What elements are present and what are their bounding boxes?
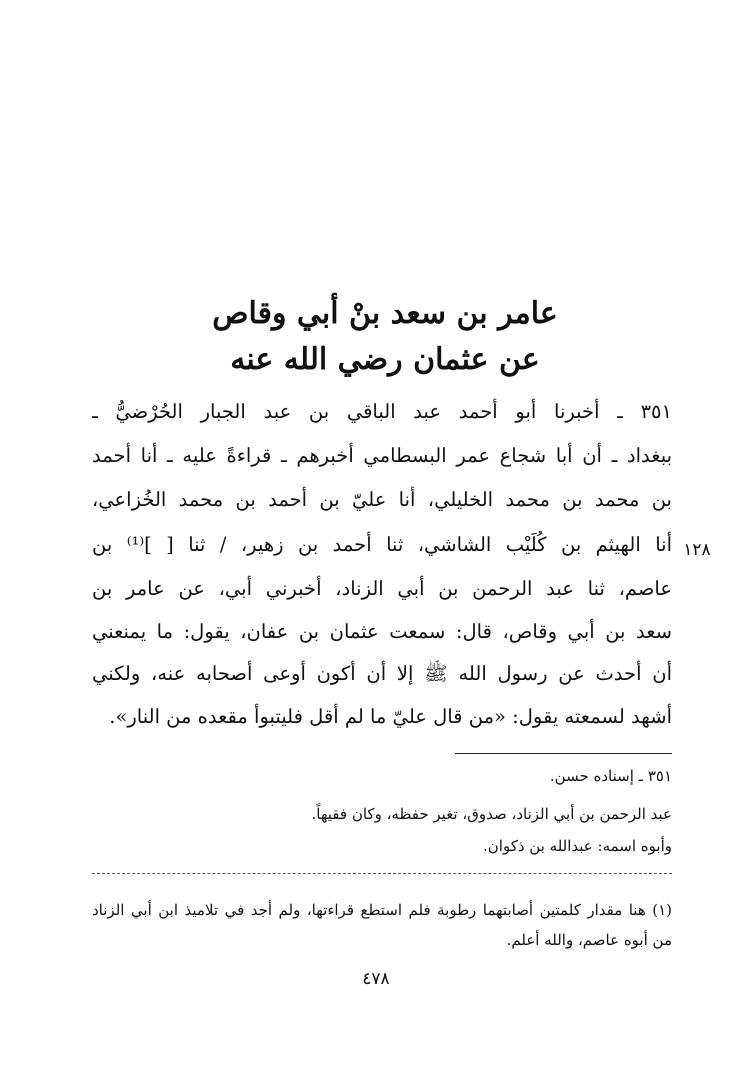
hadith-text-line: عاصم، ثنا عبد الرحمن بن أبي الزناد، أخبرني أبي، عن عامر بن: [92, 577, 672, 600]
hadith-text-line: أنا الهيثم بن كُلَيْب الشاشي، ثنا أحمد بن زهير، / ثنا [ ]⁽¹⁾ بن: [92, 533, 672, 556]
hadith-text-line: ببغداد ـ أن أبا شجاع عمر البسطامي أخبرهم ـ قراءةً عليه ـ أنا أحمد: [92, 444, 672, 467]
manuscript-folio-reference: ١٢٨: [683, 540, 711, 560]
footnote-line: عبد الرحمن بن أبي الزناد، صدوق، تغير حفظه، وكان فقيهاً.: [311, 805, 672, 823]
footnote-divider-dashed: [92, 873, 672, 874]
chapter-subtitle: عن عثمان رضي الله عنه: [230, 342, 540, 377]
footnote-line: وأبوه اسمه: عبدالله بن ذكوان.: [483, 837, 672, 855]
editor-footnote-line: (١) هنا مقدار كلمتين أصابتهما رطوبة فلم استطع قراءتها، ولم أجد في تلاميذ ابن أبي الزناد: [92, 901, 672, 919]
hadith-text-line: بن محمد بن محمد الخليلي، أنا عليّ بن أحمد بن محمد الخُزاعي،: [92, 488, 672, 511]
hadith-text-line: ٣٥١ ـ أخبرنا أبو أحمد عبد الباقي بن عبد الجبار الحُرْضيُّ ـ: [92, 400, 672, 423]
hadith-text-line: أن أحدث عن رسول الله ﷺ إلا أن أكون أوعى أصحابه عنه، ولكني: [92, 662, 672, 685]
footnote-separator: [455, 753, 672, 754]
chapter-title: عامر بن سعد بنْ أبي وقاص: [212, 296, 558, 331]
editor-footnote-line: من أبوه عاصم، والله أعلم.: [506, 931, 672, 949]
footnote-line: ٣٥١ ـ إسناده حسن.: [549, 767, 672, 785]
hadith-text-line: سعد بن أبي وقاص، قال: سمعت عثمان بن عفان، يقول: ما يمنعني: [92, 620, 672, 643]
hadith-text-line: أشهد لسمعته يقول: «من قال عليّ ما لم أقل فليتبوأ مقعده من النار».: [109, 705, 672, 728]
page-number: ٤٧٨: [362, 969, 390, 989]
